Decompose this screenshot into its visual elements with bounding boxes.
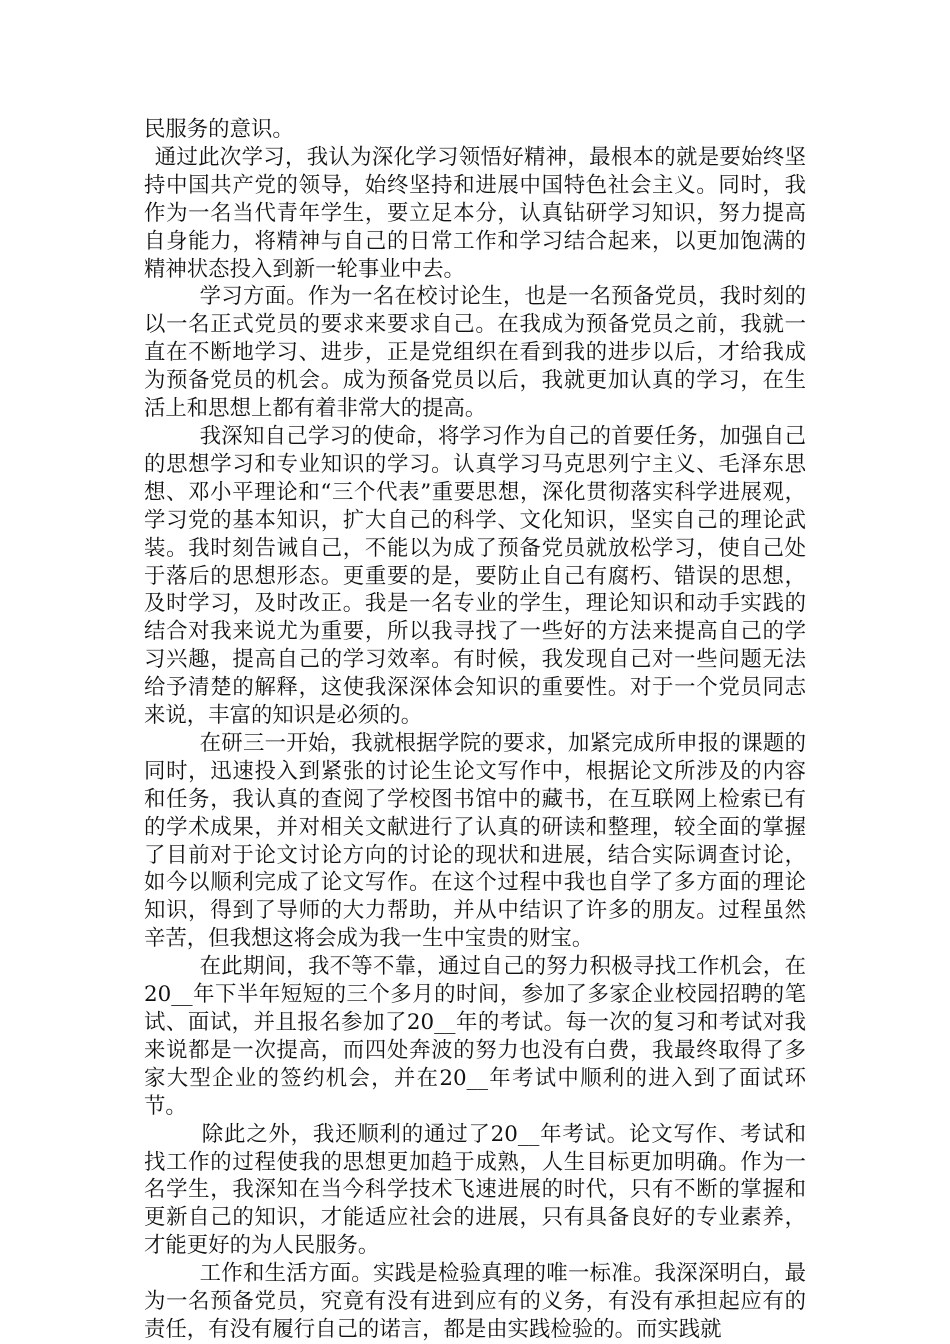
paragraph-7: 除此之外，我还顺利的通过了20__年考试。论文写作、考试和找工作的过程使我的思想更加趋于成熟，人生目标更加明确。作为一名学生，我深知在当今科学技术飞速进展的时代，只有不断的掌握和更新自己的知识，才能适应社会的进展，只有具备良好的专业素养，才能更好的为人民服务。 xyxy=(144,1121,806,1259)
paragraph-6: 在此期间，我不等不靠，通过自己的努力积极寻找工作机会，在20__年下半年短短的三个多月的时间，参加了多家企业校园招聘的笔试、面试，并且报名参加了20__年的考试。每一次的复习和考试对我来说都是一次提高，而四处奔波的努力也没有白费，我最终取得了多家大型企业的签约机会，并在20__年考试中顺利的进入到了面试环节。 xyxy=(144,954,806,1119)
paragraph-4: 我深知自己学习的使命，将学习作为自己的首要任务，加强自己的思想学习和专业知识的学习。认真学习马克思列宁主义、毛泽东思想、邓小平理论和“三个代表”重要思想，深化贯彻落实科学进展观，学习党的基本知识，扩大自己的科学、文化知识，坚实自己的理论武装。我时刻告诫自己，不能以为成了预备党员就放松学习，使自己处于落后的思想形态。更重要的是，要防止自己有腐朽、错误的思想，及时学习，及时改正。我是一名专业的学生，理论知识和动手实践的结合对我来说尤为重要，所以我寻找了一些好的方法来提高自己的学习兴趣，提高自己的学习效率。有时候，我发现自己对一些问题无法给予清楚的解释，这使我深深体会知识的重要性。对于一个党员同志来说，丰富的知识是必须的。 xyxy=(144,423,806,729)
paragraph-5: 在研三一开始，我就根据学院的要求，加紧完成所申报的课题的同时，迅速投入到紧张的讨论生论文写作中，根据论文所涉及的内容和任务，我认真的查阅了学校图书馆中的藏书，在互联网上检索已有的学术成果，并对相关文献进行了认真的研读和整理，较全面的掌握了目前对于论文讨论方向的讨论的现状和进展，结合实际调查讨论，如今以顺利完成了论文写作。在这个过程中我也自学了多方面的理论知识，得到了导师的大力帮助，并从中结识了许多的朋友。过程虽然辛苦，但我想这将会成为我一生中宝贵的财宝。 xyxy=(144,730,806,952)
document-body xyxy=(144,116,806,1344)
paragraph-1: 民服务的意识。 xyxy=(144,117,294,142)
paragraph-8: 工作和生活方面。实践是检验真理的唯一标准。我深深明白，最为一名预备党员，究竟有没有进到应有的义务，有没有承担起应有的责任，有没有履行自己的诺言，都是由实践检验的。而实践就 xyxy=(144,1261,806,1342)
paragraph-3: 学习方面。作为一名在校讨论生，也是一名预备党员，我时刻的以一名正式党员的要求来要求自己。在我成为预备党员之前，我就一直在不断地学习、进步，正是党组织在看到我的进步以后，才给我成为预备党员的机会。成为预备党员以后，我就更加认真的学习，在生活上和思想上都有着非常大的提高。 xyxy=(144,284,806,422)
paragraph-2: 通过此次学习，我认为深化学习领悟好精神，最根本的就是要始终坚持中国共产党的领导，始终坚持和进展中国特色社会主义。同时，我作为一名当代青年学生，要立足本分，认真钻研学习知识，努力提高自身能力，将精神与自己的日常工作和学习结合起来，以更加饱满的精神状态投入到新一轮事业中去。 xyxy=(144,144,806,282)
